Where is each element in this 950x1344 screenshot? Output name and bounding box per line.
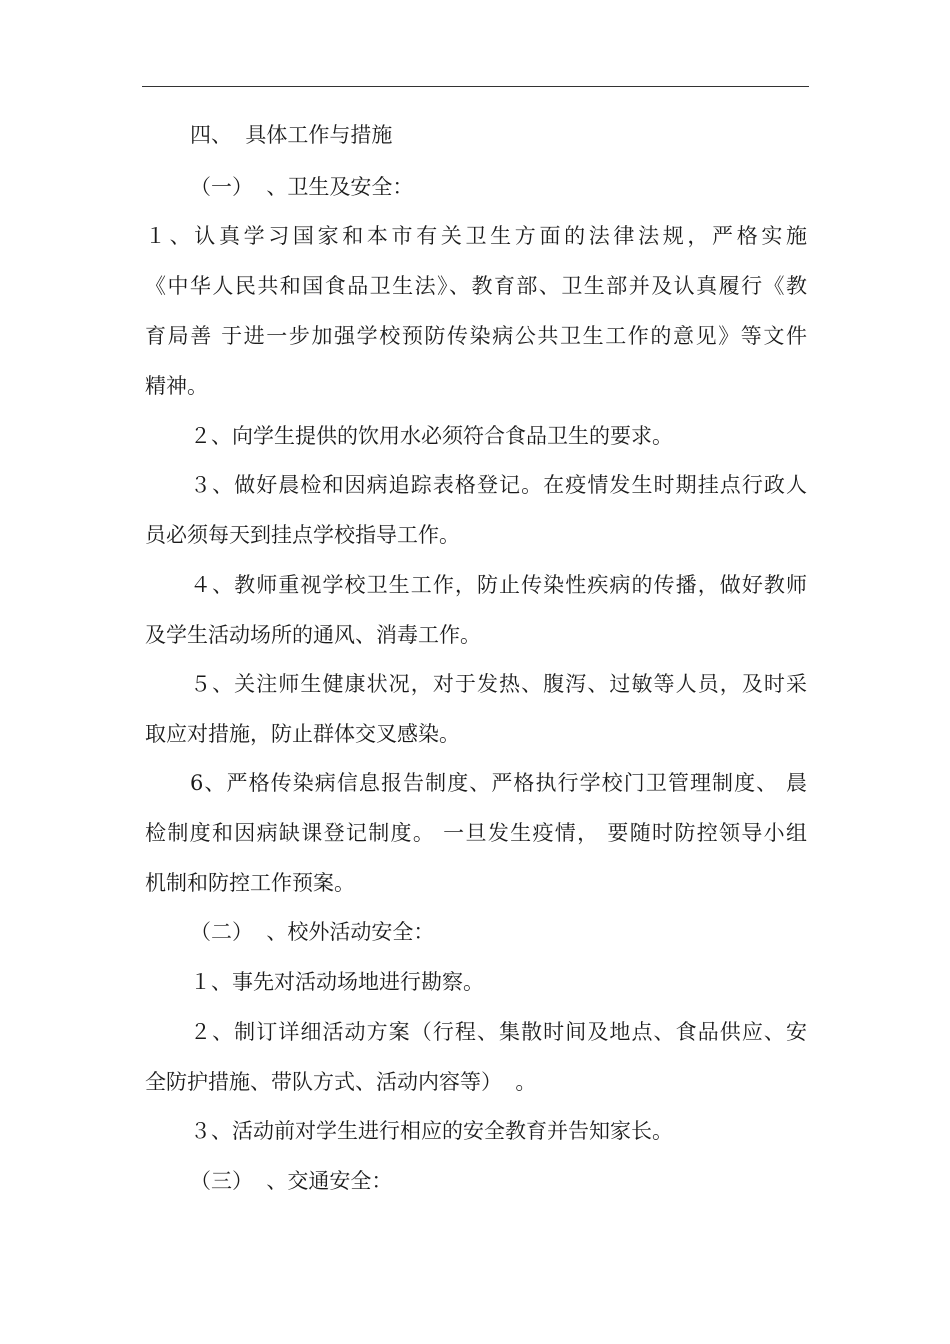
subsection-title: （一） 、卫生及安全： — [190, 175, 414, 199]
paragraph-line: 取应对措施，防止群体交叉感染。 — [145, 722, 460, 746]
paragraph-line: 《中华人民共和国食品卫生法》、教育部、卫生部并及认真履行《教 — [145, 274, 807, 298]
paragraph-line: 检制度和因病缺课登记制度。 一旦发生疫情， 要随时防控领导小组 — [145, 821, 807, 845]
subsection-title: （三） 、交通安全： — [190, 1169, 393, 1193]
paragraph-line: １、事先对活动场地进行勘察。 — [190, 970, 484, 994]
paragraph-line: ３、活动前对学生进行相应的安全教育并告知家长。 — [190, 1119, 673, 1143]
paragraph-line: 员必须每天到挂点学校指导工作。 — [145, 523, 460, 547]
paragraph-line: 及学生活动场所的通风、消毒工作。 — [145, 623, 481, 647]
paragraph-line: ２、向学生提供的饮用水必须符合食品卫生的要求。 — [190, 424, 673, 448]
header-rule — [142, 86, 809, 87]
paragraph-line: １、认真学习国家和本市有关卫生方面的法律法规，严格实施 — [145, 224, 807, 248]
paragraph-line: ４、教师重视学校卫生工作，防止传染性疾病的传播，做好教师 — [190, 573, 807, 597]
paragraph-line: 育局善 于进一步加强学校预防传染病公共卫生工作的意见》等文件 — [145, 324, 807, 348]
paragraph-line: 机制和防控工作预案。 — [145, 871, 355, 895]
paragraph-line: 精神。 — [145, 374, 208, 398]
paragraph-line: 6、严格传染病信息报告制度、严格执行学校门卫管理制度、 晨 — [190, 771, 807, 795]
subsection-title: （二） 、校外活动安全： — [190, 920, 435, 944]
paragraph-line: 全防护措施、带队方式、活动内容等） 。 — [145, 1070, 537, 1094]
paragraph-line: ５、关注师生健康状况，对于发热、腹泻、过敏等人员，及时采 — [190, 672, 807, 696]
section-heading: 四、 具体工作与措施 — [190, 123, 393, 147]
paragraph-line: ２、制订详细活动方案（行程、集散时间及地点、食品供应、安 — [190, 1020, 807, 1044]
paragraph-line: ３、做好晨检和因病追踪表格登记。在疫情发生时期挂点行政人 — [190, 473, 807, 497]
